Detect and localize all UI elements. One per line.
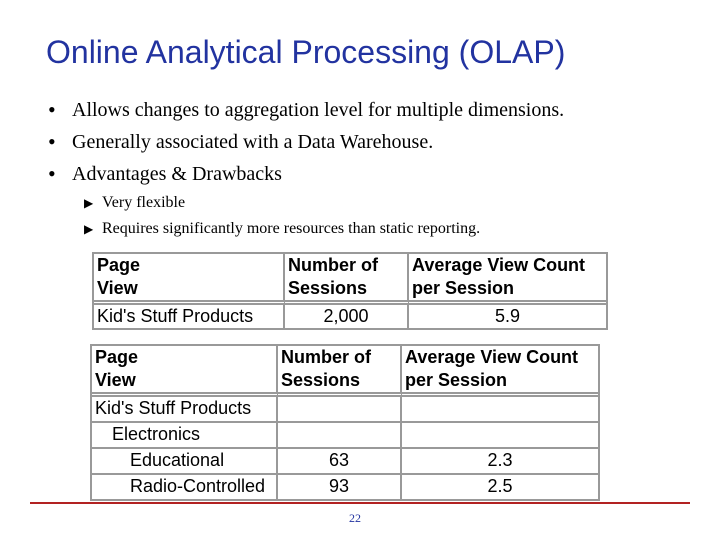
cell-sessions: 2,000 bbox=[285, 305, 409, 328]
cell-average bbox=[402, 423, 598, 449]
header-line: Number of bbox=[281, 347, 371, 367]
cell-page: Kid's Stuff Products bbox=[94, 305, 285, 328]
sub-bullet-item bbox=[46, 216, 686, 242]
slide-title: Online Analytical Processing (OLAP) bbox=[46, 34, 566, 70]
table-row bbox=[92, 475, 598, 499]
table-row bbox=[92, 397, 598, 423]
cell-page: Radio-Controlled bbox=[92, 475, 278, 499]
table-row bbox=[92, 449, 598, 475]
bullet-text: Generally associated with a Data Warehouse. bbox=[72, 131, 434, 153]
header-line: Average View Count bbox=[412, 255, 586, 275]
header-number-of-sessions bbox=[278, 346, 402, 397]
bullet-dot-icon: • bbox=[48, 129, 56, 154]
cell-page: Kid's Stuff Products bbox=[92, 397, 278, 423]
sub-bullet-text: Requires significantly more resources than static reporting. bbox=[102, 220, 481, 237]
header-average-view-count bbox=[409, 254, 606, 305]
header-line: per Session bbox=[412, 278, 515, 298]
cell-average: 5.9 bbox=[494, 306, 521, 326]
cell-average: 2.5 bbox=[487, 476, 513, 496]
header-line: Page bbox=[95, 347, 139, 367]
table-header-row bbox=[92, 346, 598, 397]
header-average-view-count bbox=[402, 346, 598, 397]
bullet-list bbox=[46, 94, 686, 242]
header-page-view bbox=[92, 346, 278, 397]
triangle-right-icon: ▶ bbox=[84, 196, 94, 210]
header-line: Page bbox=[97, 255, 141, 275]
footer-divider bbox=[30, 502, 690, 504]
triangle-right-icon: ▶ bbox=[84, 222, 94, 236]
table-header-row bbox=[94, 254, 606, 305]
header-line: Average View Count bbox=[405, 347, 579, 367]
header-line: per Session bbox=[405, 370, 508, 390]
cell-page: Educational bbox=[92, 449, 278, 475]
drilldown-table bbox=[90, 344, 600, 501]
bullet-dot-icon: • bbox=[48, 161, 56, 186]
sub-bullet-item bbox=[46, 190, 686, 216]
cell-sessions: 93 bbox=[278, 475, 402, 499]
cell-page: Electronics bbox=[92, 423, 278, 449]
cell-sessions: 63 bbox=[278, 449, 402, 475]
header-line: View bbox=[97, 278, 138, 298]
header-page-view bbox=[94, 254, 285, 305]
header-line: Sessions bbox=[288, 278, 368, 298]
bullet-item bbox=[46, 126, 686, 158]
header-line: Sessions bbox=[281, 370, 361, 390]
bullet-text: Allows changes to aggregation level for multiple dimensions. bbox=[72, 99, 565, 121]
bullet-dot-icon: • bbox=[48, 97, 56, 122]
summary-table bbox=[92, 252, 608, 330]
bullet-text: Advantages & Drawbacks bbox=[72, 163, 282, 185]
bullet-item bbox=[46, 158, 686, 190]
cell-average: 2.3 bbox=[402, 449, 598, 475]
sub-bullet-text: Very flexible bbox=[102, 194, 186, 211]
header-line: View bbox=[95, 370, 136, 390]
cell-average bbox=[402, 397, 598, 423]
header-line: Number of bbox=[288, 255, 378, 275]
header-number-of-sessions bbox=[285, 254, 409, 305]
cell-sessions bbox=[278, 423, 402, 449]
table-row bbox=[92, 423, 598, 449]
cell-sessions bbox=[278, 397, 402, 423]
bullet-item bbox=[46, 94, 686, 126]
page-number: 22 bbox=[349, 511, 361, 525]
table-row bbox=[94, 305, 606, 328]
